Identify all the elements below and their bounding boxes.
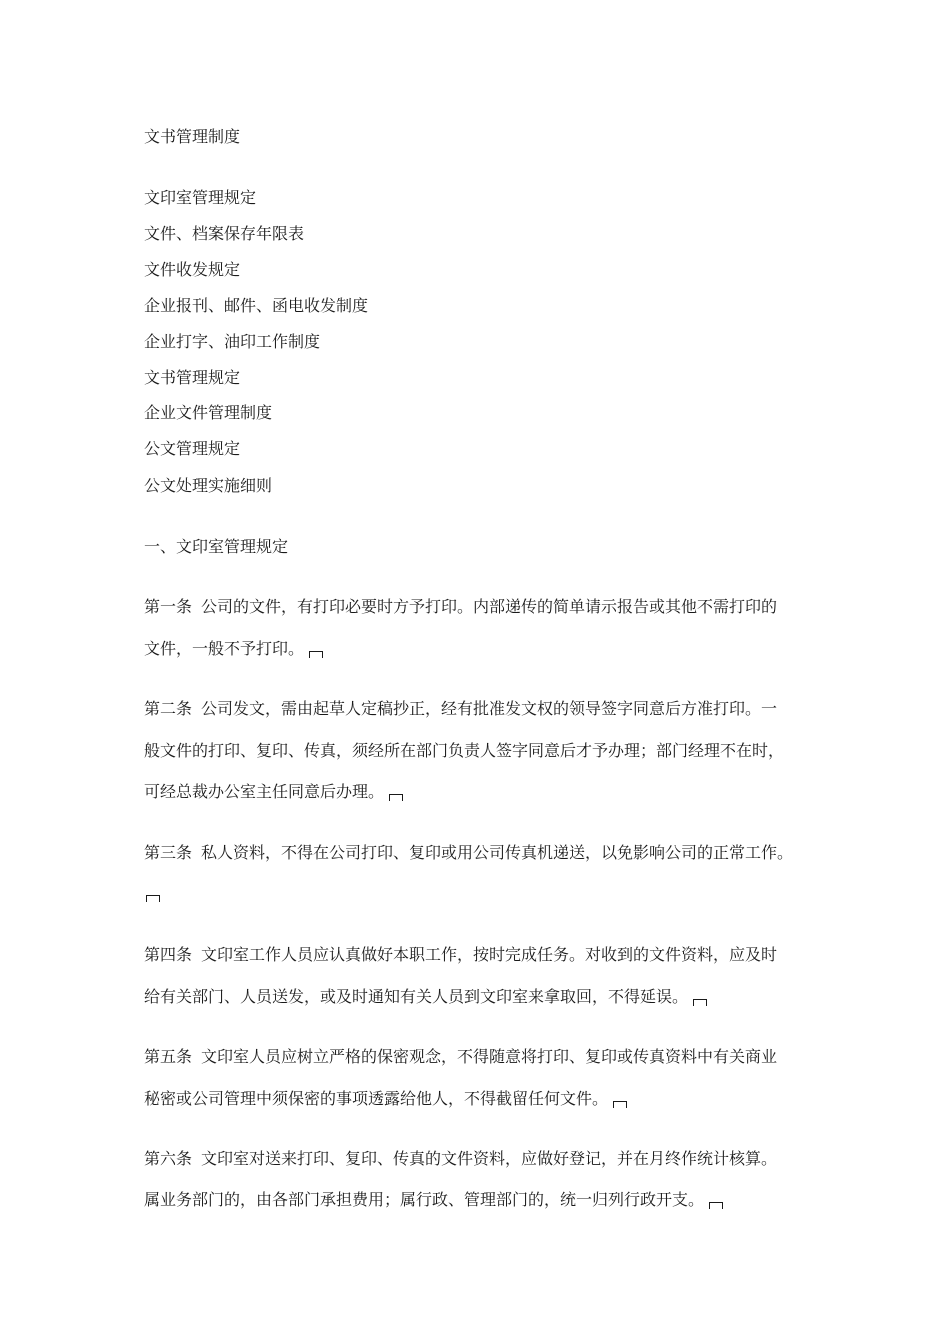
article-text-line: 文印室人员应树立严格的保密观念，不得随意将打印、复印或传真资料中有关商业 xyxy=(201,1047,778,1066)
toc-item: 公文处理实施细则 xyxy=(144,476,273,495)
toc-item: 企业报刊、邮件、函电收发制度 xyxy=(144,296,369,315)
toc-item: 企业文件管理制度 xyxy=(144,403,273,422)
article-text-line: 般文件的打印、复印、传真，须经所在部门负责人签字同意后才予办理；部门经理不在时， xyxy=(144,741,785,760)
article-text-line: 文件，一般不予打印。 xyxy=(144,639,305,658)
article-number: 第四条 xyxy=(144,945,193,964)
paragraph-mark-icon xyxy=(693,999,707,1006)
toc-item: 企业打字、油印工作制度 xyxy=(144,332,321,351)
article-number: 第三条 xyxy=(144,843,193,862)
article-text-line: 可经总裁办公室主任同意后办理。 xyxy=(144,782,385,801)
paragraph-mark-icon xyxy=(146,895,160,902)
article-text-line: 公司的文件，有打印必要时方予打印。内部递传的简单请示报告或其他不需打印的 xyxy=(201,597,778,616)
article-text-line: 秘密或公司管理中须保密的事项透露给他人，不得截留任何文件。 xyxy=(144,1089,609,1108)
paragraph-mark-icon xyxy=(309,651,323,658)
article-number: 第六条 xyxy=(144,1149,193,1168)
article-text-line: 私人资料，不得在公司打印、复印或用公司传真机递送，以免影响公司的正常工作。 xyxy=(201,843,794,862)
article-text-line: 文印室工作人员应认真做好本职工作，按时完成任务。对收到的文件资料，应及时 xyxy=(201,945,778,964)
toc-item: 文件、档案保存年限表 xyxy=(144,224,305,243)
toc-item: 文件收发规定 xyxy=(144,260,241,279)
article-text-line: 属业务部门的，由各部门承担费用；属行政、管理部门的，统一归列行政开支。 xyxy=(144,1190,705,1209)
toc-item: 文印室管理规定 xyxy=(144,188,257,207)
toc-item: 公文管理规定 xyxy=(144,439,241,458)
article-number: 第一条 xyxy=(144,597,193,616)
article-text-line: 公司发文，需由起草人定稿抄正，经有批准发文权的领导签字同意后方准打印。一 xyxy=(201,699,778,718)
document-title: 文书管理制度 xyxy=(144,127,241,146)
paragraph-mark-icon xyxy=(709,1202,723,1209)
article-number: 第二条 xyxy=(144,699,193,718)
article-text-line: 文印室对送来打印、复印、传真的文件资料，应做好登记，并在月终作统计核算。 xyxy=(201,1149,778,1168)
paragraph-mark-icon xyxy=(389,794,403,801)
article-text-line: 给有关部门、人员送发，或及时通知有关人员到文印室来拿取回，不得延误。 xyxy=(144,987,689,1006)
paragraph-mark-icon xyxy=(613,1101,627,1108)
article-number: 第五条 xyxy=(144,1047,193,1066)
toc-item: 文书管理规定 xyxy=(144,368,241,387)
section-heading: 一、文印室管理规定 xyxy=(144,537,289,556)
